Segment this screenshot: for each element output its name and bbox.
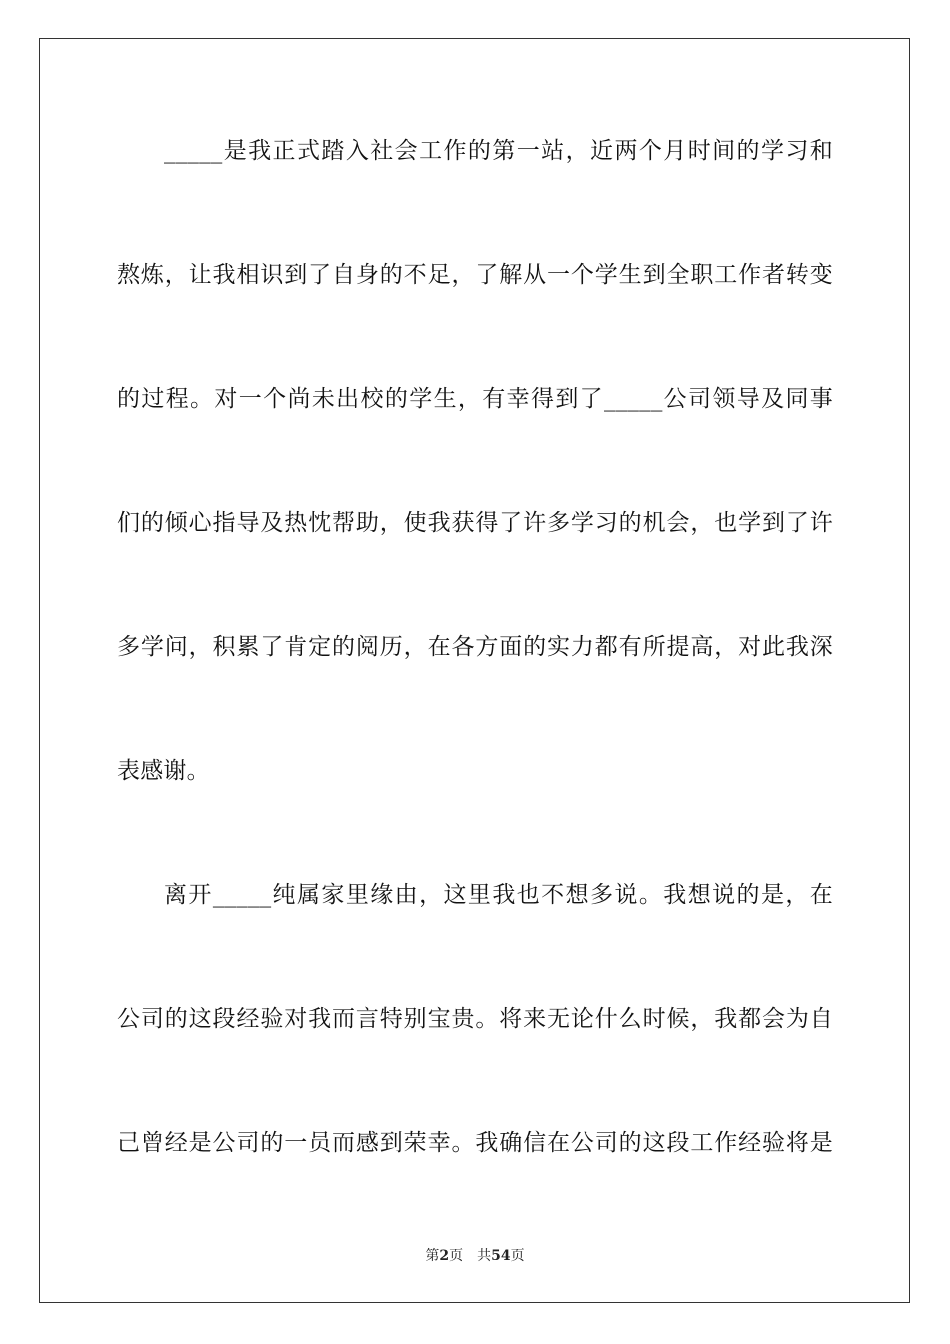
page-number: 2: [439, 1248, 450, 1264]
paragraph-line-5: 多学问，积累了肯定的阅历，在各方面的实力都有所提高，对此我深: [117, 634, 833, 660]
paragraph-line-2: 熬炼，让我相识到了自身的不足，了解从一个学生到全职工作者转变: [117, 262, 833, 288]
total-prefix: 共: [477, 1248, 492, 1264]
paragraph-line-1: _____是我正式踏入社会工作的第一站，近两个月时间的学习和: [164, 138, 833, 164]
paragraph-line-7: 离开_____纯属家里缘由，这里我也不想多说。我想说的是，在: [164, 882, 833, 908]
page-border: [39, 38, 910, 1303]
page-prefix: 第: [425, 1248, 440, 1264]
paragraph-line-3: 的过程。对一个尚未出校的学生，有幸得到了_____公司领导及同事: [117, 386, 833, 412]
paragraph-line-4: 们的倾心指导及热忱帮助，使我获得了许多学习的机会，也学到了许: [117, 510, 833, 536]
page-footer: [0, 1247, 950, 1265]
total-pages: 54: [491, 1248, 511, 1264]
total-suffix: 页: [510, 1248, 525, 1264]
page-suffix: 页: [449, 1248, 464, 1264]
paragraph-line-8: 公司的这段经验对我而言特别宝贵。将来无论什么时候，我都会为自: [117, 1006, 833, 1032]
paragraph-line-6: 表感谢。: [117, 758, 210, 784]
paragraph-line-9: 己曾经是公司的一员而感到荣幸。我确信在公司的这段工作经验将是: [117, 1130, 833, 1156]
